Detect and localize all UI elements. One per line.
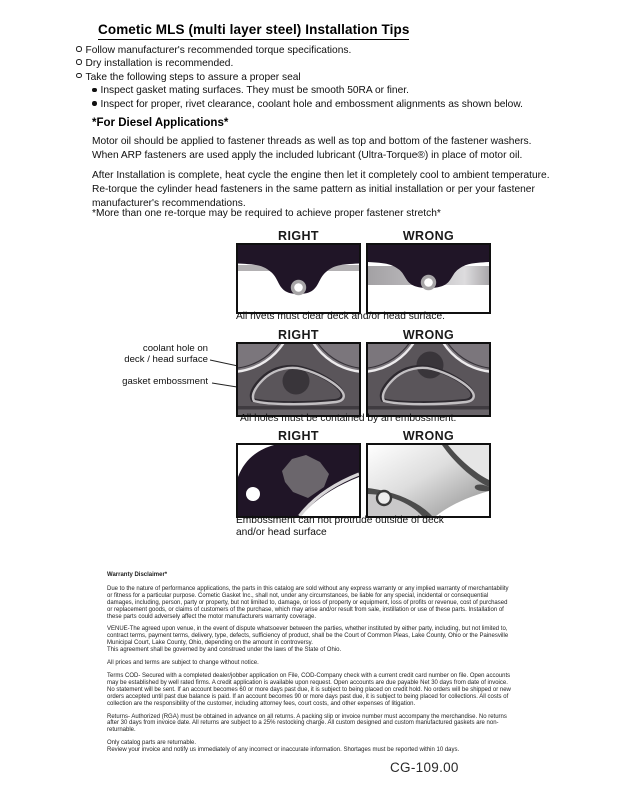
diesel-paragraph-1: Motor oil should be applied to fastener threads as well as top and bottom of the fastener washers. When ARP fasteners are used apply the included lubricant (Ultra-Torque®) in place of motor oil. xyxy=(92,136,532,161)
page-number: CG-109.00 xyxy=(390,760,459,775)
protrusion-wrong-illustration xyxy=(368,445,489,516)
legal-paragraph: VENUE-The agreed upon venue, in the event of dispute whatsoever between the parties, whether instituted by either party, including, but not limited to, contract terms, payment terms, delivery, type, defects, sufficiency of product, shall be the Court of Common Pleas, Lake County, Ohio or the Painesville Municipal Court, Lake County, Ohio, depending on the amount in controversy. xyxy=(107,626,509,647)
dot-bullet-icon xyxy=(92,88,97,93)
legal-paragraph: Review your invoice and notify us immediately of any incorrect or inaccurate information. Shortages must be reported within 10 days. xyxy=(107,747,460,754)
protrusion-right-illustration xyxy=(238,445,359,516)
tip-text: Inspect for proper, rivet clearance, coolant hole and embossment alignments as shown below. xyxy=(100,98,523,110)
list-item xyxy=(76,71,546,84)
figure3-wrong-diagram xyxy=(366,443,491,518)
retorque-note: *More than one re-torque may be required to achieve proper fastener stretch* xyxy=(92,208,441,219)
warranty-heading: Warranty Disclaimer* xyxy=(107,572,168,578)
figure1-caption: All rivets must clear deck and/or head surface. xyxy=(236,311,445,322)
annotation-text: coolant hole on xyxy=(142,343,208,354)
figure2-wrong-label: WRONG xyxy=(402,328,455,342)
diesel-section-heading: *For Diesel Applications* xyxy=(92,117,229,129)
figure1-right-label: RIGHT xyxy=(278,229,319,243)
annotation-text: gasket embossment xyxy=(122,376,208,387)
diesel-paragraph-2: After Installation is complete, heat cycle the engine then let it completely cool to ambient temperature. Re-torque the cylinder head fasteners in the same pattern as initial installation or per your fastener manufacturer's recommendations. xyxy=(92,170,550,209)
legal-paragraph: Returns- Authorized (RGA) must be obtained in advance on all returns. A packing slip or invoice number must accompany the merchandise. No returns after 30 days from invoice date. All returns are subject to a 25% restocking charge. All custom designed and custom manufactured gaskets are non-returnable. xyxy=(107,713,507,734)
figure3-wrong-label: WRONG xyxy=(402,429,455,443)
figure3-caption xyxy=(236,515,486,539)
circle-bullet-icon xyxy=(76,73,82,79)
legal-paragraph: This agreement shall be governed by and construed under the laws of the State of Ohio. xyxy=(107,647,342,654)
rivet-clearance-right-illustration xyxy=(238,245,359,312)
caption-line: and/or head surface xyxy=(236,527,327,538)
figure2-caption: All holes must be contained by an embossment. xyxy=(240,413,457,424)
caption-line: Embossment can not protrude outside of deck xyxy=(236,515,444,526)
figure2-wrong-diagram xyxy=(366,342,491,417)
installation-tips-list xyxy=(76,44,546,111)
legal-paragraph: All prices and terms are subject to change without notice. xyxy=(107,660,259,667)
page-title: Cometic MLS (multi layer steel) Installation Tips xyxy=(98,22,409,40)
legal-paragraph: Due to the nature of performance applications, the parts in this catalog are sold without any express warranty or any implied warranty of merchantability or fitness for a particular purpose. Cometic Gasket Inc., shall not, under any circumstances, be liable for any special, incidental or consequential damages, including, person, party or property, but not limited to, damage, or loss of property or equipment, loss of profits or revenue, cost of purchased or replacement goods, or claims of customers of the purchase, which may arise and/or result from sale, instillation or use of these parts. Installation of these parts could adversely affect the motor manufacturers warranty coverage. xyxy=(107,585,509,620)
annotation-text: deck / head surface xyxy=(124,353,208,365)
list-item xyxy=(92,98,546,111)
embossment-right-illustration xyxy=(238,344,359,415)
tip-text: Dry installation is recommended. xyxy=(85,58,234,70)
figure1-wrong-diagram xyxy=(366,243,491,314)
dot-bullet-icon xyxy=(92,101,97,106)
figure3-right-label: RIGHT xyxy=(278,429,319,443)
figure2-right-diagram xyxy=(236,342,361,417)
figure1-right-diagram xyxy=(236,243,361,314)
embossment-wrong-illustration xyxy=(368,344,489,415)
figure3-right-diagram xyxy=(236,443,361,518)
rivet-clearance-wrong-illustration xyxy=(368,245,489,312)
figure2-right-label: RIGHT xyxy=(278,328,319,342)
list-item xyxy=(76,44,546,57)
legal-paragraph: Only catalog parts are returnable. xyxy=(107,740,197,747)
tip-text: Inspect gasket mating surfaces. They must be smooth 50RA or finer. xyxy=(100,85,409,97)
warranty-disclaimer-block xyxy=(107,572,512,760)
circle-bullet-icon xyxy=(76,46,82,52)
tip-text: Take the following steps to assure a proper seal xyxy=(85,71,301,83)
legal-paragraph: Terms COD- Secured with a completed dealer/jobber application on File, COD-Company check with a current credit card number on file. Open accounts may be established by well rated firms. A credit application is available upon request. Open accounts are due payable Net 30 days from date of invoice. No statement will be sent. If an account becomes 60 or more days past due, it is subject to being placed on credit hold. No orders will be shipped or new orders accepted until past due balance is paid. If an account becomes 90 or more days past due, it is subject to being placed for collections. All costs of collection are the responsibility of the customer, including attorney fees, court costs, and other expenses of litigation. xyxy=(107,672,511,707)
list-item xyxy=(92,84,546,97)
figure1-wrong-label: WRONG xyxy=(402,229,455,243)
list-item xyxy=(76,57,546,70)
tip-text: Follow manufacturer's recommended torque specifications. xyxy=(85,45,352,56)
circle-bullet-icon xyxy=(76,59,82,65)
